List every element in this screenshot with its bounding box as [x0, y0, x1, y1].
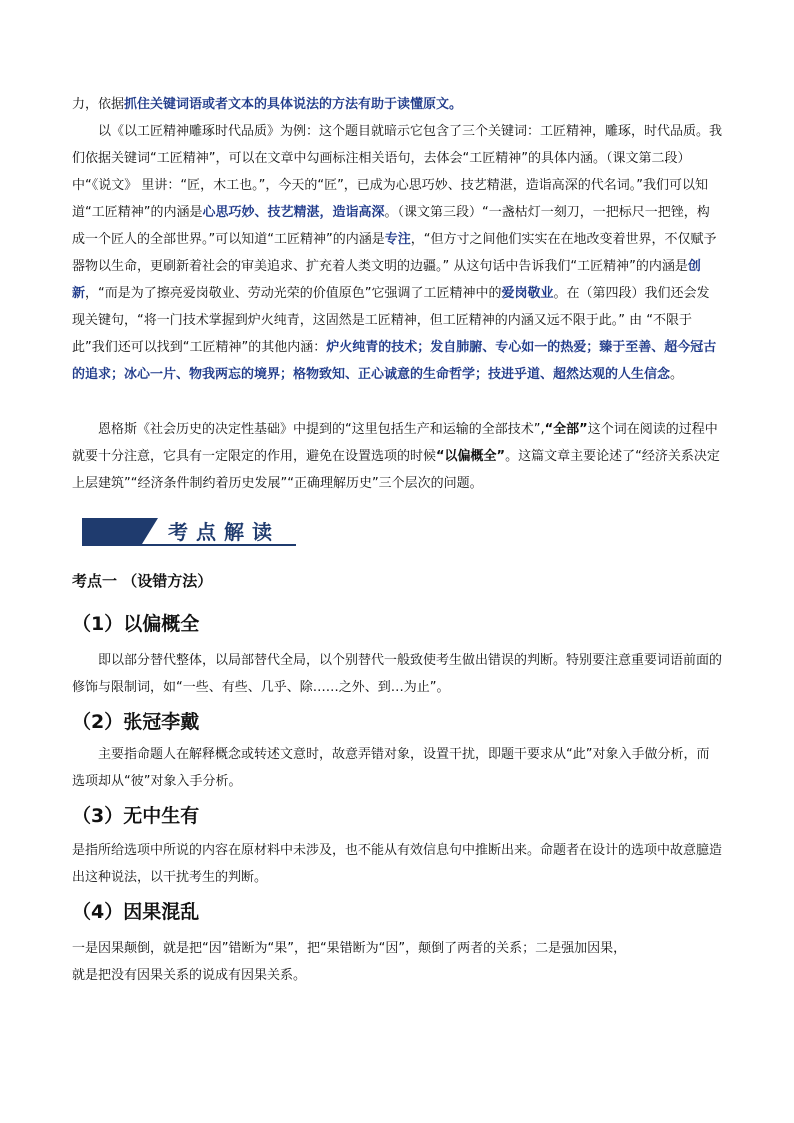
item-4-body: 一是因果颠倒，就是把“因”错断为“果”，把“果错断为“因”，颠倒了两者的关系；二是强加因果，: [72, 941, 627, 956]
text-run: 以《以工匠精神雕琢时代品质》为例：这个题目就暗示它包含了三个关键词：工匠精神，雕琢，时代品质。我们依据关键词“工匠精神”，可以在文章中勾画标注相关语句，去体会“工匠精神”的具体内涵。（课文第二段）中“《说文》 里讲：“匠，木工也。”，今天的“匠”，已成为心思巧妙、技艺精湛，造诣高深的代名词。”我们可以知道“工匠精神”的内涵是: [72, 124, 723, 220]
section-banner: [82, 512, 296, 546]
banner-bar-shape: [82, 518, 142, 544]
text-run: 。这篇文章主要论述了“经济关系决定上层建筑”“经济条件制约着历史发展”“正确理解历史”三个层次的问题。: [72, 449, 720, 491]
highlight-text: 炉火纯青的技术；发自肺腑、专心如一的热爱；臻于至善、超今冠古的追求；冰心一片、物我两忘的境界；格物致知、正心诚意的生命哲学；技进乎道、超然达观的人生信念: [72, 340, 717, 382]
item-3-body: 是指所给选项中所说的内容在原材料中未涉及，也不能从有效信息句中推断出来。命题者在设计的选项中故意臆造出这种说法，以干扰考生的判断。: [72, 843, 723, 885]
item-4-body-continued: 就是把没有因果关系的说成有因果关系。: [72, 968, 307, 983]
banner-title: 考点解读: [168, 520, 280, 544]
item-2-body: 主要指命题人在解释概念或转述文意时，故意弄错对象，设置干扰，即题干要求从“此”对象入手做分析，而选项却从“彼”对象入手分析。: [72, 747, 710, 789]
subheading-item-4: （4）因果混乱: [72, 901, 200, 923]
text-run: 。（课文第三段）“一盏枯灯一刻刀，一把标尺一把锉，构成一个匠人的全部世界。”可以知道“工匠精神”的内涵是: [72, 205, 710, 247]
text-run: ，“但方寸之间他们实实在在地改变着世界，不仅赋予器物以生命，更刷新着社会的审美追求、扩充着人类文明的边疆。” 从这句话中告诉我们“工匠精神”的内涵是: [72, 232, 717, 274]
bold-text: “全部”: [544, 422, 588, 437]
paragraph-method-tail: [72, 91, 722, 118]
paragraph-engels-example: [72, 416, 722, 497]
text-run: 这个词在阅读的过程中就要十分注意，它具有一定限定的作用，避免在设置选项的时候: [72, 422, 718, 464]
subheading-item-2: （2）张冠李戴: [72, 711, 200, 733]
highlight-text: 专注: [384, 232, 411, 247]
text-run: 恩格斯《社会历史的决定性基础》中提到的“这里包括生产和运输的全部技术”,: [98, 422, 545, 437]
section-heading: 考点一 （设错方法）: [72, 572, 213, 590]
highlight-text: 创新: [72, 259, 701, 301]
text-run: 。: [670, 367, 684, 382]
bold-text: “以偏概全”: [436, 449, 506, 464]
text-run: ，“而是为了擦亮爱岗敬业、劳动光荣的价值原色”它强调了工匠精神中的: [85, 286, 502, 301]
text-run: 。在（第四段）我们还会发现关键句，“将一门技术掌握到炉火纯青，这固然是工匠精神，但工匠精神的内涵又远不限于此。” 由 “不限于此”我们还可以找到“工匠精神”的其他内涵：: [72, 286, 710, 355]
banner-slant-shape: [142, 518, 158, 544]
paragraph-craftsman-example: [72, 118, 722, 388]
text-run: 力，依据: [72, 97, 125, 112]
subheading-item-1: （1）以偏概全: [72, 613, 200, 635]
item-1-body: 即以部分替代整体，以局部替代全局，以个别替代一般致使考生做出错误的判断。特别要注意重要词语前面的修饰与限制词，如“一些、有些、几乎、除……之外、到…为止”。: [72, 653, 723, 695]
subheading-item-3: （3）无中生有: [72, 805, 200, 827]
highlight-text: 爱岗敬业: [501, 286, 554, 301]
highlight-text: 心思巧妙、技艺精湛，造诣高深: [202, 205, 385, 220]
highlight-text: 抓住关键词语或者文本的具体说法的方法有助于读懂原文。: [124, 97, 463, 112]
